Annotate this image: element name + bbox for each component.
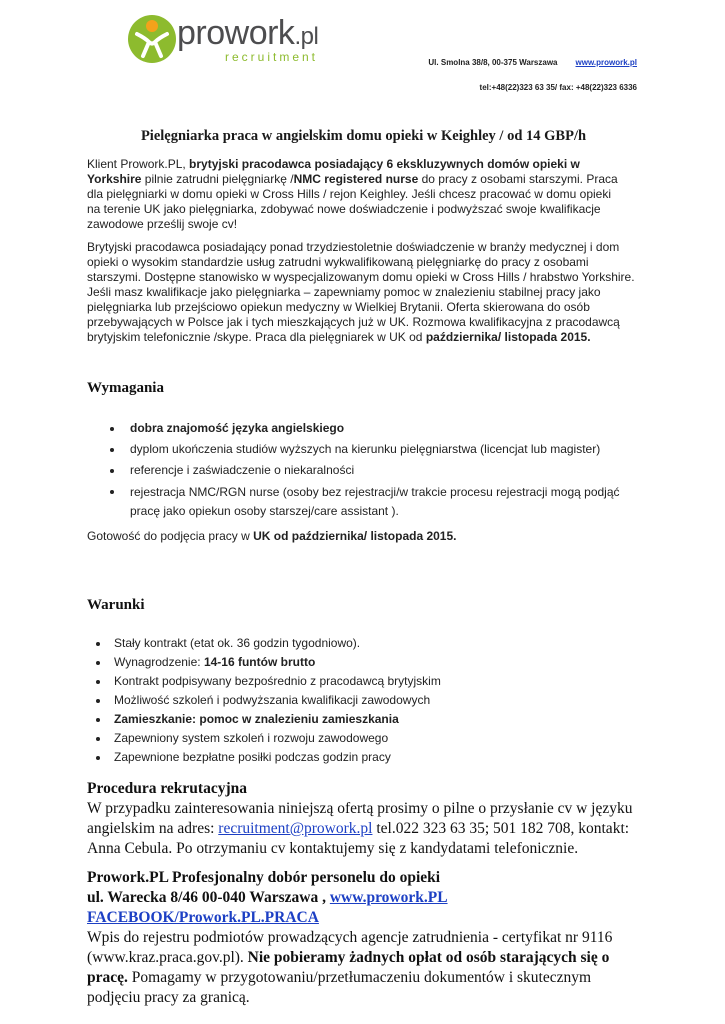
footer-line-1: Prowork.PL Profesjonalny dobór personelu do opieki bbox=[87, 869, 441, 886]
conditions-heading: Warunki bbox=[87, 597, 145, 613]
prowork-logo[interactable] bbox=[127, 14, 327, 66]
list-item: Możliwość szkoleń i podwyższania kwalifikacji zawodowych bbox=[114, 691, 614, 710]
requirements-heading: Wymagania bbox=[87, 380, 164, 396]
bullet-icon bbox=[96, 642, 100, 646]
list-item: Zamieszkanie: pomoc w znalezieniu zamieszkania bbox=[114, 710, 614, 729]
footer-line-2: ul. Warecka 8/46 00-040 Warszawa , www.prowork.PL bbox=[87, 889, 448, 906]
bullet-icon bbox=[110, 490, 114, 494]
logo-tagline: recruitment bbox=[225, 50, 319, 64]
logo-wordmark: prowork.pl bbox=[177, 14, 319, 52]
bullet-icon bbox=[96, 661, 100, 665]
website-link[interactable]: www.prowork.pl bbox=[575, 58, 637, 67]
footer-line-3 bbox=[87, 908, 647, 928]
page-title: Pielęgniarka praca w angielskim domu opieki w Keighley / od 14 GBP/h bbox=[140, 128, 587, 144]
intro-paragraph: Klient Prowork.PL, brytyjski pracodawca posiadający 6 ekskluzywnych domów opieki w Yorkshire pilnie zatrudni pielęgniarkę /NMC registered nurse do pracy z osobami starszymi. Praca dla pielęgniarki w domu opieki w Cross Hills / rejon Keighley. Jeśli chcesz pracować w domu opieki na terenie UK jako pielęgniarka, zdobywać nowe doświadczenie i podwyższać swoje kwalifikacje zawodowe prześlij swoje cv! bbox=[87, 157, 618, 231]
email-link[interactable]: recruitment@prowork.pl bbox=[218, 820, 373, 837]
bullet-icon bbox=[110, 448, 114, 452]
requirements-list bbox=[130, 420, 650, 525]
bullet-icon bbox=[96, 699, 100, 703]
bullet-icon bbox=[96, 756, 100, 760]
availability-text: Gotowość do podjęcia pracy w UK od października/ listopada 2015. bbox=[87, 529, 457, 543]
list-item: rejestracja NMC/RGN nurse (osoby bez rejestracji/w trakcie procesu rejestracji mogą podjąć pracę jako opiekun osoby starszej/care assistant ). bbox=[130, 483, 650, 521]
list-item: Stały kontrakt (etat ok. 36 godzin tygodniowo). bbox=[114, 634, 614, 653]
bullet-icon bbox=[110, 427, 114, 431]
facebook-link[interactable]: FACEBOOK/Prowork.PL.PRACA bbox=[87, 909, 319, 926]
phone-fax: tel:+48(22)323 63 35/ fax: +48(22)323 6336 bbox=[479, 83, 637, 92]
footer-registry-text: Wpis do rejestru podmiotów prowadzących agencje zatrudnienia - certyfikat nr 9116 (www.kraz.praca.gov.pl). Nie pobieramy żadnych opłat od osób starających się o pracę. Pomagamy w przygotowaniu/przetłumaczeniu dokumentów i skutecznym podjęciu pracy za granicą. bbox=[87, 929, 613, 1006]
list-item: Kontrakt podpisywany bezpośrednio z pracodawcą brytyjskim bbox=[114, 672, 614, 691]
list-item: referencje i zaświadczenie o niekaralności bbox=[130, 462, 650, 479]
procedure-text: W przypadku zainteresowania niniejszą ofertą prosimy o pilne o przysłanie cv w języku angielskim na adres: recruitment@prowork.pl tel.022 323 63 35; 501 182 708, kontakt: Anna Cebula. Po otrzymaniu cv kontaktujemy się z kandydatami telefonicznie. bbox=[87, 800, 633, 857]
bullet-icon bbox=[96, 680, 100, 684]
list-item: Zapewnione bezpłatne posiłki podczas godzin pracy bbox=[114, 748, 614, 767]
list-item: Zapewniony system szkoleń i rozwoju zawodowego bbox=[114, 729, 614, 748]
company-footer bbox=[87, 868, 647, 1008]
list-item: dyplom ukończenia studiów wyższych na kierunku pielęgniarstwa (licencjat lub magister) bbox=[130, 441, 650, 458]
bullet-icon bbox=[96, 737, 100, 741]
employer-paragraph: Brytyjski pracodawca posiadający ponad trzydziestoletnie doświadczenie w branży medycznej i dom opieki o wysokim standardzie usług zatrudni wykwalifikowaną pielęgniarkę do pracy z osobami starszymi. Dostępne stanowisko w wyspecjalizowanym domu opieki w Cross Hills / hrabstwo Yorkshire. Jeśli masz kwalifikacje jako pielęgniarka – zapewniamy pomoc w znalezieniu stabilnej pracy jako pielęgniarka lub przejściowo opiekun medyczny w Wielkiej Brytanii. Oferta skierowana do osób przebywających w Polsce jak i tych mieszkających już w UK. Rozmowa kwalifikacyjna z pracodawcą brytyjskim telefonicznie /skype. Praca dla pielęgniarek w UK od października/ listopada 2015. bbox=[87, 240, 635, 344]
bullet-icon bbox=[96, 718, 100, 722]
conditions-list bbox=[114, 634, 614, 767]
address-text: Ul. Smolna 38/8, 00-375 Warszawa bbox=[428, 58, 558, 67]
company-address bbox=[428, 58, 637, 67]
list-item: dobra znajomość języka angielskiego bbox=[130, 420, 650, 437]
bullet-icon bbox=[110, 469, 114, 473]
footer-website-link[interactable]: www.prowork.PL bbox=[329, 889, 448, 906]
list-item: Wynagrodzenie: 14-16 funtów brutto bbox=[114, 653, 614, 672]
logo-person-icon bbox=[127, 14, 177, 64]
procedure-heading: Procedura rekrutacyjna bbox=[87, 780, 247, 797]
